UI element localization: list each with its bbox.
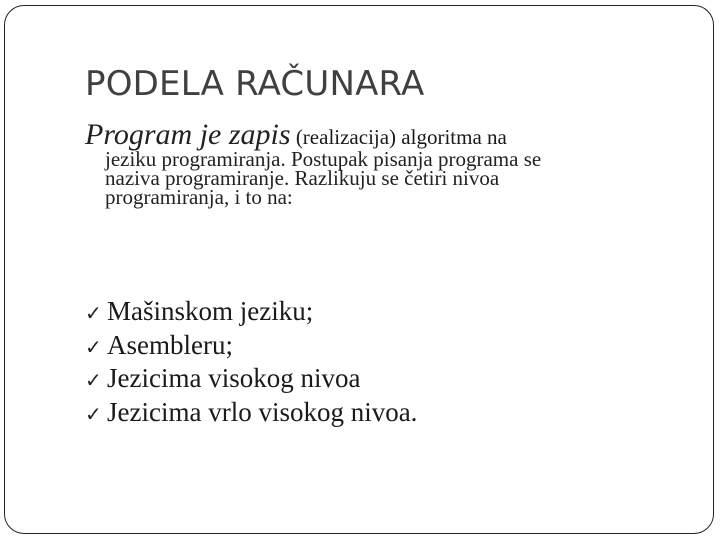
intro-line: jeziku programiranja. Postupak pisanja programa se (105, 147, 542, 171)
list-item (85, 397, 417, 431)
checkmark-icon: ✓ (85, 368, 102, 392)
bullet-list (85, 296, 417, 430)
checkmark-icon: ✓ (85, 401, 102, 426)
list-item-text: Mašinskom jeziku; (107, 296, 314, 326)
intro-first-line-rest: (realizacija) algoritma na (290, 125, 507, 149)
list-item (85, 296, 417, 330)
list-item (85, 363, 417, 397)
list-item-text: Asembleru; (107, 329, 233, 360)
intro-line: naziva programiranje. Razlikuju se četiri nivoa (105, 166, 500, 190)
intro-line: programiranja, i to na: (105, 185, 293, 209)
intro-lead: Program je zapis (85, 118, 291, 151)
list-item-text: Jezicima vrlo visokog nivoa. (107, 396, 418, 427)
checkmark-icon: ✓ (85, 334, 102, 359)
slide-frame (4, 5, 714, 534)
list-item-text: Jezicima visokog nivoa (107, 363, 361, 393)
slide-title: PODELA RAČUNARA (85, 64, 425, 104)
intro-paragraph (85, 118, 685, 209)
list-item (85, 330, 417, 364)
checkmark-icon: ✓ (85, 301, 102, 325)
